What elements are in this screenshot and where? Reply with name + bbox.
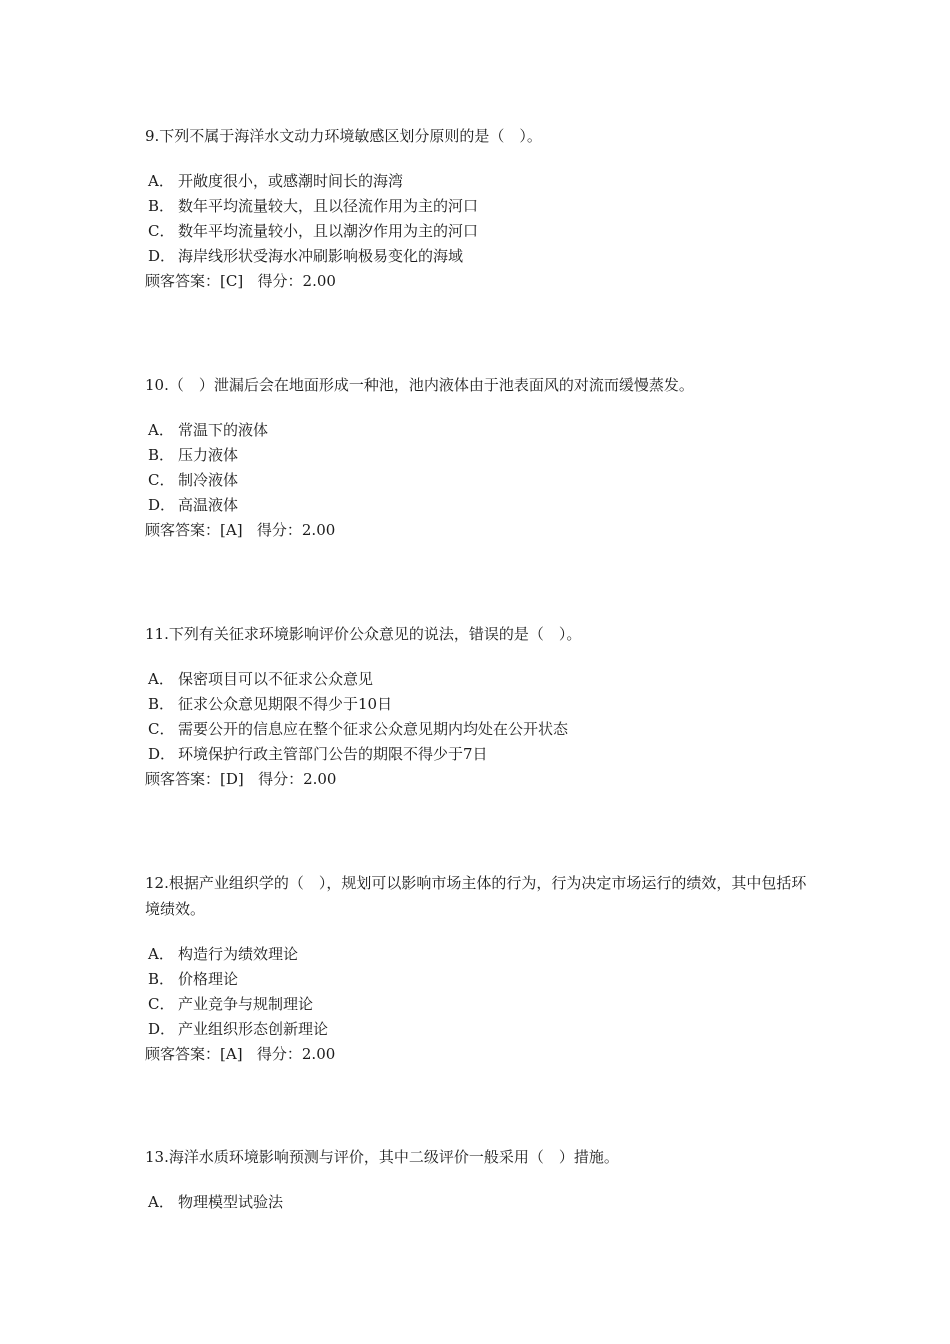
option-letter: B．: [148, 970, 175, 988]
score-value: 2.00: [301, 1045, 336, 1063]
option-letter: D．: [148, 1020, 176, 1038]
answer-value: [A]: [220, 1045, 243, 1063]
option-b: [145, 967, 810, 992]
option-a: [145, 1190, 810, 1215]
question-stem: 11.下列有关征求环境影响评价公众意见的说法，错误的是（ ）。: [145, 625, 582, 643]
option-list: [145, 942, 810, 1042]
option-letter: B．: [148, 197, 175, 215]
option-letter: A．: [148, 1193, 174, 1211]
option-d: [145, 244, 810, 269]
score-label: 得分：: [257, 272, 303, 290]
answer-line: [145, 269, 810, 294]
option-text: 压力液体: [178, 446, 239, 464]
question-12: [145, 870, 810, 1067]
answer-label: 顾客答案：: [145, 770, 221, 788]
score-label: 得分：: [256, 521, 302, 539]
option-d: [145, 493, 810, 518]
option-letter: C．: [148, 471, 175, 489]
option-a: [145, 169, 810, 194]
question-10: [145, 372, 810, 543]
option-letter: D．: [148, 496, 176, 514]
option-text: 数年平均流量较大，且以径流作用为主的河口: [178, 197, 479, 215]
option-letter: D．: [148, 247, 176, 265]
answer-line: [145, 767, 810, 792]
option-text: 高温液体: [178, 496, 239, 514]
option-text: 产业竞争与规制理论: [178, 995, 314, 1013]
answer-value: [D]: [220, 770, 244, 788]
answer-line: [145, 518, 810, 543]
option-letter: C．: [148, 720, 175, 738]
question-13: [145, 1144, 810, 1215]
option-letter: A．: [148, 670, 174, 688]
option-b: [145, 443, 810, 468]
option-list: [145, 418, 810, 518]
option-d: [145, 742, 810, 767]
answer-value: [A]: [220, 521, 243, 539]
option-text: 常温下的液体: [178, 421, 269, 439]
question-stem: 13.海洋水质环境影响预测与评价，其中二级评价一般采用（ ）措施。: [145, 1148, 619, 1166]
option-c: [145, 717, 810, 742]
option-a: [145, 942, 810, 967]
option-c: [145, 219, 810, 244]
option-list: [145, 1190, 810, 1215]
question-stem: 9.下列不属于海洋水文动力环境敏感区划分原则的是（ ）。: [145, 127, 542, 145]
option-letter: C．: [148, 222, 175, 240]
score-label: 得分：: [258, 770, 304, 788]
option-text: 需要公开的信息应在整个征求公众意见期内均处在公开状态: [178, 720, 569, 738]
option-text: 产业组织形态创新理论: [178, 1020, 329, 1038]
option-a: [145, 418, 810, 443]
option-text: 保密项目可以不征求公众意见: [178, 670, 374, 688]
question-stem: 10.（ ）泄漏后会在地面形成一种池，池内液体由于池表面风的对流而缓慢蒸发。: [145, 376, 694, 394]
score-label: 得分：: [256, 1045, 302, 1063]
score-value: 2.00: [303, 770, 337, 788]
option-text: 制冷液体: [178, 471, 239, 489]
option-d: [145, 1017, 810, 1042]
option-text: 价格理论: [178, 970, 239, 988]
score-value: 2.00: [301, 521, 336, 539]
answer-label: 顾客答案：: [145, 521, 221, 539]
option-list: [145, 667, 810, 767]
score-value: 2.00: [302, 272, 336, 290]
question-11: [145, 621, 810, 792]
option-text: 构造行为绩效理论: [178, 945, 299, 963]
option-letter: A．: [148, 172, 174, 190]
option-text: 海岸线形状受海水冲刷影响极易变化的海域: [178, 247, 464, 265]
answer-label: 顾客答案：: [145, 1045, 221, 1063]
option-text: 开敞度很小，或感潮时间长的海湾: [178, 172, 404, 190]
option-c: [145, 992, 810, 1017]
option-list: [145, 169, 810, 269]
option-text: 物理模型试验法: [178, 1193, 284, 1211]
question-stem: 12.根据产业组织学的（ ），规划可以影响市场主体的行为，行为决定市场运行的绩效，其中包括环境绩效。: [145, 874, 807, 918]
option-text: 环境保护行政主管部门公告的期限不得少于7日: [178, 745, 488, 763]
question-9: [145, 123, 810, 294]
answer-value: [C]: [220, 272, 244, 290]
option-a: [145, 667, 810, 692]
option-letter: B．: [148, 446, 175, 464]
option-c: [145, 468, 810, 493]
option-letter: A．: [148, 421, 174, 439]
option-b: [145, 194, 810, 219]
answer-label: 顾客答案：: [145, 272, 221, 290]
option-letter: D．: [148, 745, 176, 763]
option-text: 征求公众意见期限不得少于10日: [178, 695, 393, 713]
option-b: [145, 692, 810, 717]
option-letter: B．: [148, 695, 175, 713]
answer-line: [145, 1042, 810, 1067]
option-letter: A．: [148, 945, 174, 963]
option-letter: C．: [148, 995, 175, 1013]
option-text: 数年平均流量较小，且以潮汐作用为主的河口: [178, 222, 479, 240]
